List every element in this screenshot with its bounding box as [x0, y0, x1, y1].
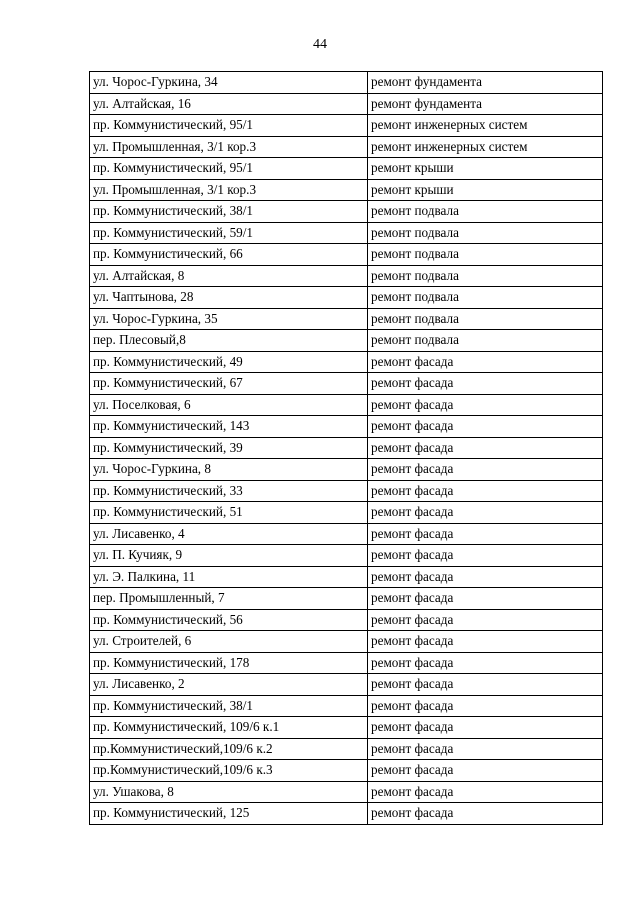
address-cell: ул. Промышленная, 3/1 кор.3: [90, 179, 368, 201]
work-type-cell: ремонт фундамента: [368, 93, 603, 115]
address-cell: ул. Чорос-Гуркина, 8: [90, 459, 368, 481]
address-cell: ул. Ушакова, 8: [90, 781, 368, 803]
work-type-cell: ремонт фасада: [368, 394, 603, 416]
address-cell: ул. Э. Палкина, 11: [90, 566, 368, 588]
address-cell: пр. Коммунистический, 125: [90, 803, 368, 825]
work-type-cell: ремонт подвала: [368, 330, 603, 352]
work-type-cell: ремонт фасада: [368, 781, 603, 803]
address-cell: пр. Коммунистический, 49: [90, 351, 368, 373]
address-cell: пр. Коммунистический, 38/1: [90, 201, 368, 223]
table-row: [90, 265, 603, 287]
work-type-cell: ремонт инженерных систем: [368, 115, 603, 137]
table-row: [90, 136, 603, 158]
address-cell: ул. Лисавенко, 2: [90, 674, 368, 696]
address-cell: ул. Поселковая, 6: [90, 394, 368, 416]
table-row: [90, 566, 603, 588]
work-type-cell: ремонт фасада: [368, 502, 603, 524]
address-cell: ул. П. Кучияк, 9: [90, 545, 368, 567]
work-type-cell: ремонт фасада: [368, 738, 603, 760]
address-cell: пр. Коммунистический, 109/6 к.1: [90, 717, 368, 739]
page-number: 44: [313, 37, 327, 52]
table-row: [90, 416, 603, 438]
table-body: [90, 72, 603, 825]
table-row: [90, 502, 603, 524]
table-row: [90, 394, 603, 416]
address-cell: пер. Промышленный, 7: [90, 588, 368, 610]
work-type-cell: ремонт фасада: [368, 695, 603, 717]
work-type-cell: ремонт фасада: [368, 480, 603, 502]
address-cell: пер. Плесовый,8: [90, 330, 368, 352]
address-cell: ул. Чаптынова, 28: [90, 287, 368, 309]
repair-table: [89, 71, 603, 825]
table-row: [90, 179, 603, 201]
table-row: [90, 373, 603, 395]
table-row: [90, 631, 603, 653]
table-row: [90, 523, 603, 545]
address-cell: ул. Строителей, 6: [90, 631, 368, 653]
work-type-cell: ремонт фасада: [368, 717, 603, 739]
work-type-cell: ремонт фасада: [368, 652, 603, 674]
work-type-cell: ремонт фасада: [368, 545, 603, 567]
work-type-cell: ремонт подвала: [368, 201, 603, 223]
work-type-cell: ремонт подвала: [368, 265, 603, 287]
table-row: [90, 72, 603, 94]
address-cell: ул. Промышленная, 3/1 кор.3: [90, 136, 368, 158]
work-type-cell: ремонт подвала: [368, 308, 603, 330]
work-type-cell: ремонт фасада: [368, 459, 603, 481]
work-type-cell: ремонт подвала: [368, 244, 603, 266]
table-row: [90, 158, 603, 180]
table-row: [90, 652, 603, 674]
table-row: [90, 244, 603, 266]
table-row: [90, 480, 603, 502]
address-cell: ул. Чорос-Гуркина, 35: [90, 308, 368, 330]
work-type-cell: ремонт фасада: [368, 523, 603, 545]
work-type-cell: ремонт фасада: [368, 566, 603, 588]
table-row: [90, 609, 603, 631]
table-row: [90, 351, 603, 373]
work-type-cell: ремонт инженерных систем: [368, 136, 603, 158]
address-cell: ул. Алтайская, 8: [90, 265, 368, 287]
address-cell: ул. Лисавенко, 4: [90, 523, 368, 545]
address-cell: пр.Коммунистический,109/6 к.2: [90, 738, 368, 760]
work-type-cell: ремонт фасада: [368, 373, 603, 395]
address-cell: пр. Коммунистический, 38/1: [90, 695, 368, 717]
address-cell: пр. Коммунистический, 33: [90, 480, 368, 502]
table-row: [90, 330, 603, 352]
table-row: [90, 674, 603, 696]
table-row: [90, 738, 603, 760]
address-cell: пр. Коммунистический, 178: [90, 652, 368, 674]
address-cell: пр. Коммунистический, 59/1: [90, 222, 368, 244]
work-type-cell: ремонт фасада: [368, 588, 603, 610]
table-row: [90, 545, 603, 567]
work-type-cell: ремонт подвала: [368, 287, 603, 309]
table-row: [90, 459, 603, 481]
table-row: [90, 695, 603, 717]
work-type-cell: ремонт крыши: [368, 158, 603, 180]
table-row: [90, 115, 603, 137]
address-cell: ул. Алтайская, 16: [90, 93, 368, 115]
work-type-cell: ремонт фасада: [368, 760, 603, 782]
work-type-cell: ремонт фасада: [368, 674, 603, 696]
address-cell: пр. Коммунистический, 143: [90, 416, 368, 438]
address-cell: пр. Коммунистический, 66: [90, 244, 368, 266]
table-row: [90, 287, 603, 309]
work-type-cell: ремонт фасада: [368, 631, 603, 653]
work-type-cell: ремонт фасада: [368, 609, 603, 631]
table-row: [90, 308, 603, 330]
address-cell: пр. Коммунистический, 67: [90, 373, 368, 395]
address-cell: пр. Коммунистический, 95/1: [90, 158, 368, 180]
table-row: [90, 588, 603, 610]
address-cell: пр. Коммунистический, 95/1: [90, 115, 368, 137]
table-row: [90, 437, 603, 459]
work-type-cell: ремонт фасада: [368, 437, 603, 459]
table-row: [90, 803, 603, 825]
table-row: [90, 201, 603, 223]
table-row: [90, 760, 603, 782]
work-type-cell: ремонт крыши: [368, 179, 603, 201]
table-row: [90, 222, 603, 244]
address-cell: пр. Коммунистический, 51: [90, 502, 368, 524]
address-cell: пр.Коммунистический,109/6 к.3: [90, 760, 368, 782]
address-cell: пр. Коммунистический, 39: [90, 437, 368, 459]
address-cell: ул. Чорос-Гуркина, 34: [90, 72, 368, 94]
work-type-cell: ремонт фасада: [368, 351, 603, 373]
table-row: [90, 93, 603, 115]
table-row: [90, 781, 603, 803]
work-type-cell: ремонт фасада: [368, 803, 603, 825]
address-cell: пр. Коммунистический, 56: [90, 609, 368, 631]
work-type-cell: ремонт фундамента: [368, 72, 603, 94]
table-row: [90, 717, 603, 739]
work-type-cell: ремонт фасада: [368, 416, 603, 438]
work-type-cell: ремонт подвала: [368, 222, 603, 244]
